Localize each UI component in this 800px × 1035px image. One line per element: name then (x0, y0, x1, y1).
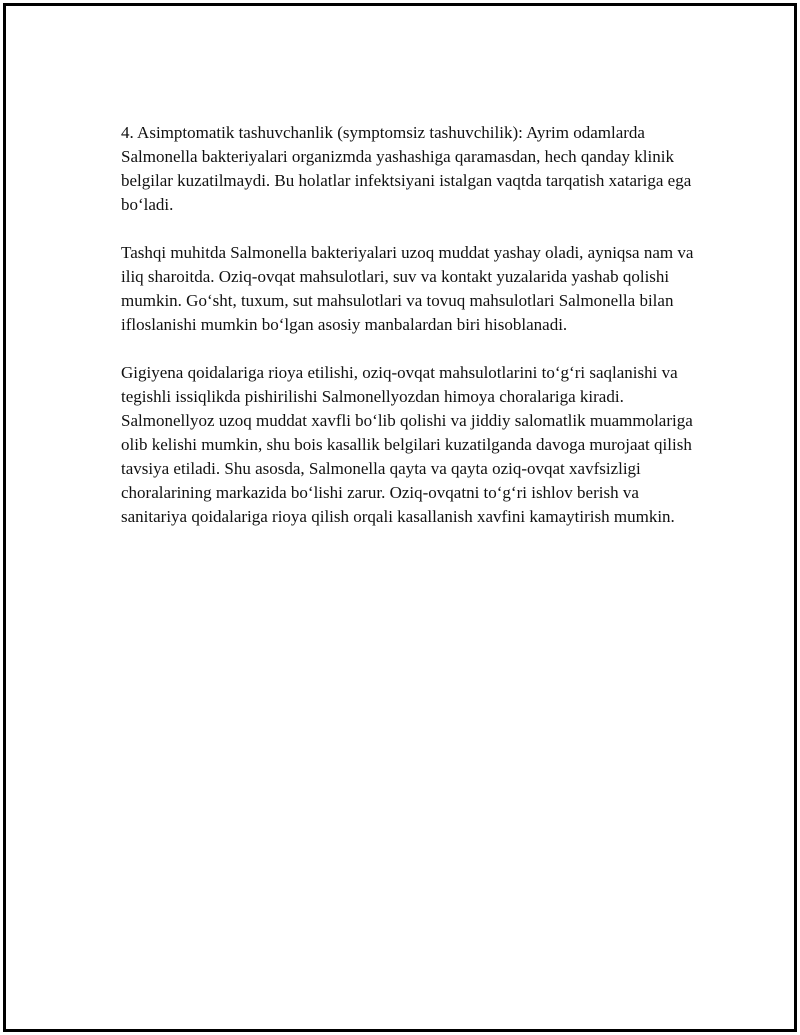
page-border (3, 3, 797, 1032)
paragraph-asymptomatic-carriage: 4. Asimptomatik tashuvchanlik (symptomsiz tashuvchilik): Ayrim odamlarda Salmonella bakteriyalari organizmda yashashiga qaramasdan, hech qanday klinik belgilar kuzatilmaydi. Bu holatlar infektsiyani istalgan vaqtda tarqatish xatariga ega bo‘ladi. (121, 123, 692, 214)
paragraph-environmental-survival: Tashqi muhitda Salmonella bakteriyalari uzoq muddat yashay oladi, ayniqsa nam va iliq sharoitda. Oziq-ovqat mahsulotlari, suv va kontakt yuzalarida yashab qolishi mumkin. Go‘sht, tuxum, sut mahsulotlari va tovuq mahsulotlari Salmonella bilan ifloslanishi mumkin bo‘lgan asosiy manbalardan biri hisoblanadi. (121, 243, 694, 334)
document-body (121, 121, 701, 553)
paragraph-prevention: Gigiyena qoidalariga rioya etilishi, oziq-ovqat mahsulotlarini to‘g‘ri saqlanishi va tegishli issiqlikda pishirilishi Salmonellyozdan himoya choralariga kiradi. Salmonellyoz uzoq muddat xavfli bo‘lib qolishi va jiddiy salomatlik muammolariga olib kelishi mumkin, shu bois kasallik belgilari kuzatilganda davoga murojaat qilish tavsiya etiladi. Shu asosda, Salmonella qayta va qayta oziq-ovqat xavfsizligi choralarining markazida bo‘lishi zarur. Oziq-ovqatni to‘g‘ri ishlov berish va sanitariya qoidalariga rioya qilish orqali kasallanish xavfini kamaytirish mumkin. (121, 363, 693, 526)
